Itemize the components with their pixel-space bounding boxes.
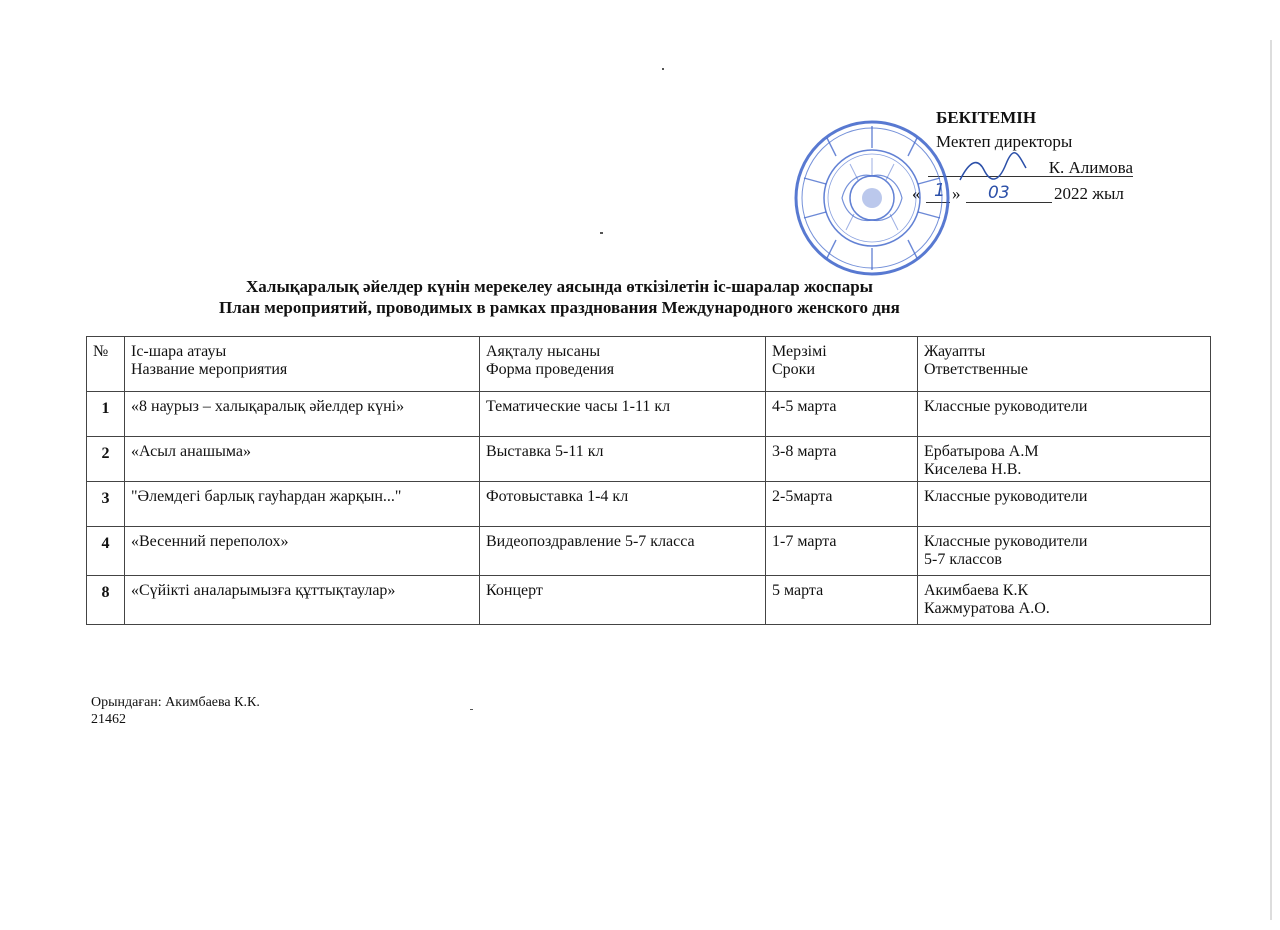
row-num: 2 [87,437,125,482]
row-responsible [918,392,1211,437]
header-name [125,337,480,392]
header-name-ru: Название мероприятия [131,361,288,378]
row-form: Тематические часы 1-11 кл [480,392,766,437]
header-resp-kz: Жауапты [924,343,986,360]
row-resp-line1: Классные руководители [924,488,1088,505]
row-event-name: «Весенний переполох» [125,527,480,576]
header-num-label: № [93,343,109,360]
row-num: 4 [87,527,125,576]
title-kazakh: Халықаралық әйелдер күнін мерекелеу аясында өткізілетін іс-шаралар жоспары [246,277,873,296]
header-date [766,337,918,392]
header-num [87,337,125,392]
table-row [87,437,1211,482]
scan-edge [1270,40,1272,920]
row-num: 8 [87,576,125,625]
events-plan-table [86,336,1211,625]
header-name-kz: Іс-шара атауы [131,343,227,360]
table-row [87,392,1211,437]
title-russian: План мероприятий, проводимых в рамках празднования Международного женского дня [219,298,900,317]
row-responsible [918,576,1211,625]
table-header-row [87,337,1211,392]
row-resp-line1: Классные руководители [924,398,1088,415]
scan-speck [600,232,603,234]
table-row [87,576,1211,625]
row-num: 3 [87,482,125,527]
row-resp-line2: Киселева Н.В. [924,461,1022,478]
row-date: 2-5марта [766,482,918,527]
row-form: Видеопоздравление 5-7 класса [480,527,766,576]
table-row [87,482,1211,527]
scan-speck [470,709,473,710]
header-resp-ru: Ответственные [924,361,1028,378]
header-form [480,337,766,392]
row-date: 4-5 марта [766,392,918,437]
director-name: К. Алимова [1048,158,1133,177]
row-resp-line1: Акимбаева К.К [924,582,1029,599]
row-event-name: «Сүйікті аналарымызға құттықтаулар» [125,576,480,625]
row-event-name: "Әлемдегі барлық гауһардан жарқын..." [125,482,480,527]
table-row [87,527,1211,576]
signature-icon [958,150,1028,190]
row-form: Фотовыставка 1-4 кл [480,482,766,527]
scan-speck [662,68,664,70]
row-event-name: «8 наурыз – халықаралық әйелдер күні» [125,392,480,437]
header-date-ru: Сроки [772,361,816,378]
executor-phone: 21462 [91,712,126,727]
row-resp-line1: Классные руководители [924,533,1088,550]
executor-name: Орындаған: Акимбаева К.К. [91,695,260,710]
row-date: 5 марта [766,576,918,625]
row-date: 1-7 марта [766,527,918,576]
row-responsible [918,437,1211,482]
date-year: 2022 жыл [1054,184,1124,203]
row-num: 1 [87,392,125,437]
row-resp-line1: Ербатырова А.М [924,443,1039,460]
row-event-name: «Асыл анашыма» [125,437,480,482]
row-form: Выставка 5-11 кл [480,437,766,482]
date-quote-close: » [952,184,961,203]
header-form-kz: Аяқталу нысаны [486,343,601,360]
handwritten-day: 1 [934,180,946,201]
row-resp-line2: Кажмуратова А.О. [924,600,1050,617]
date-quote-open: « [912,184,921,203]
row-date: 3-8 марта [766,437,918,482]
footer [91,694,260,728]
header-form-ru: Форма проведения [486,361,615,378]
kazakhstan-emblem-seal-icon [792,118,952,278]
header-responsible [918,337,1211,392]
approval-title: БЕКІТЕМІН [936,108,1037,127]
header-date-kz: Мерзімі [772,343,827,360]
row-resp-line2: 5-7 классов [924,551,1002,568]
handwritten-month: 03 [988,183,1010,203]
row-form: Концерт [480,576,766,625]
approval-role: Мектеп директоры [936,132,1073,151]
row-responsible [918,482,1211,527]
row-responsible [918,527,1211,576]
